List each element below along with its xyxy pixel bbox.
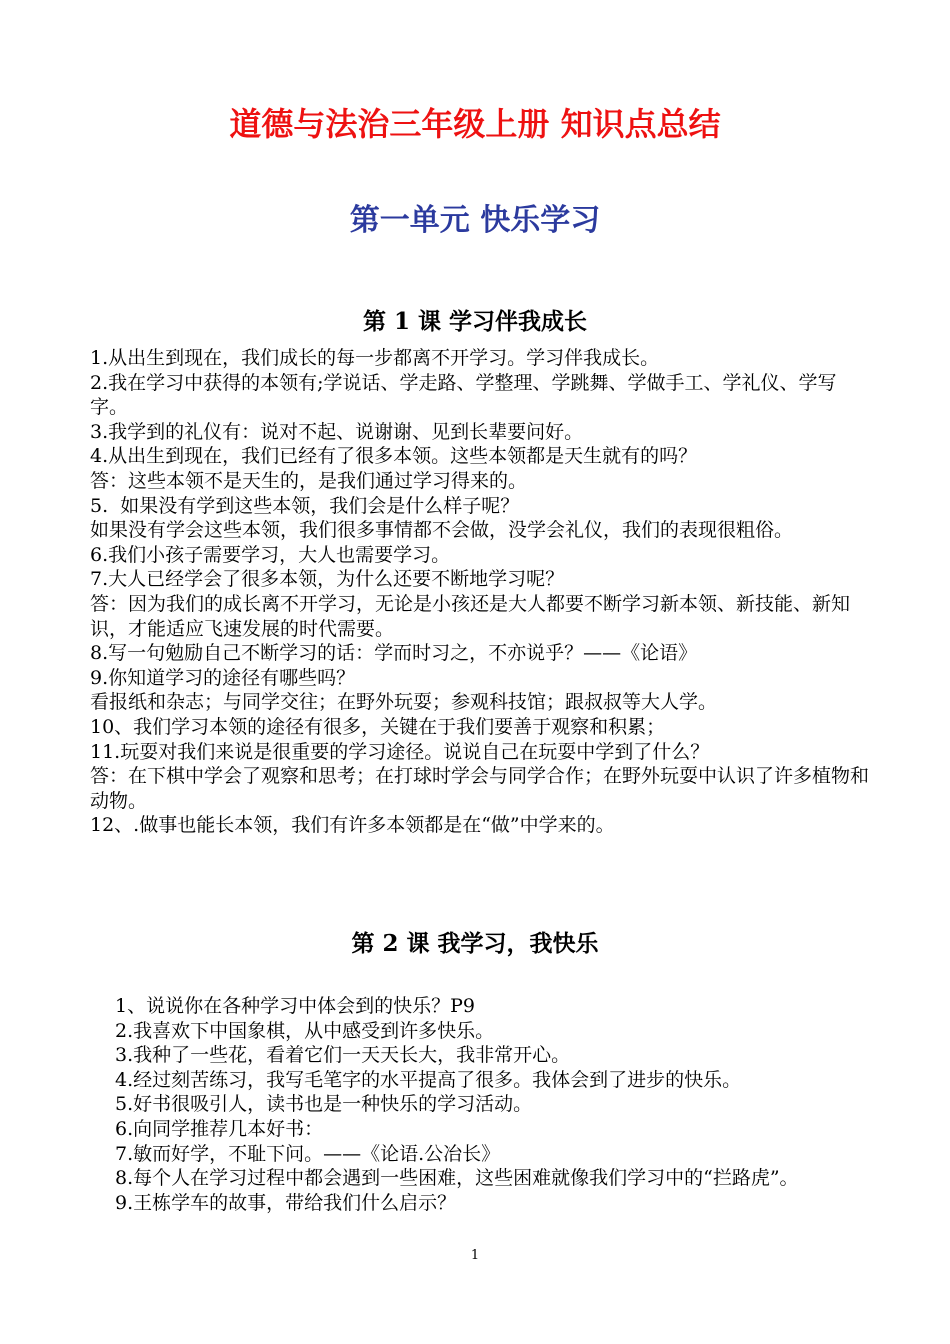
- lesson-2-content: [90, 994, 870, 1215]
- lesson-2-line: 3.我种了一些花，看着它们一天天长大，我非常开心。: [115, 1044, 571, 1067]
- lesson-1-line: 2.我在学习中获得的本领有;学说话、学走路、学整理、学跳舞、学做手工、学礼仪、学写字。: [90, 371, 837, 419]
- lesson-2-line: 7.敏而好学，不耻下问。——《论语.公冶长》: [115, 1142, 501, 1165]
- lesson-2-line: 9.王栋学车的故事，带给我们什么启示？: [115, 1191, 457, 1214]
- page-number: 1: [470, 1248, 480, 1263]
- lesson-1-line: 5. 如果没有学到这些本领，我们会是什么样子呢？: [90, 494, 520, 517]
- lesson-1-line: 7.大人已经学会了很多本领，为什么还要不断地学习呢？: [90, 568, 565, 591]
- lesson-1-line: 答：在下棋中学会了观察和思考；在打球时学会与同学合作；在野外玩耍中认识了许多植物和动物。: [90, 765, 870, 812]
- lesson-2-line: 4.经过刻苦练习，我写毛笔字的水平提高了很多。我体会到了进步的快乐。: [115, 1068, 742, 1091]
- lesson-2-title: 第 2 课 我学习，我快乐: [351, 930, 599, 957]
- lesson-2-line: 1、说说你在各种学习中体会到的快乐？P9: [115, 995, 475, 1017]
- lesson-1-line: 1.从出生到现在，我们成长的每一步都离不开学习。学习伴我成长。: [90, 347, 660, 369]
- lesson-1-line: 答：这些本领不是天生的，是我们通过学习得来的。: [90, 469, 528, 492]
- lesson-1-line: 6.我们小孩子需要学习，大人也需要学习。: [90, 543, 451, 566]
- lesson-1-line: 10、我们学习本领的途径有很多，关键在于我们要善于观察和积累；: [90, 715, 666, 738]
- lesson-2-line: 5.好书很吸引人，读书也是一种快乐的学习活动。: [115, 1093, 533, 1116]
- lesson-1-content: [90, 346, 870, 838]
- lesson-1-line: 看报纸和杂志；与同学交往；在野外玩耍；参观科技馆；跟叔叔等大人学。: [90, 691, 718, 714]
- lesson-1-line: 3.我学到的礼仪有：说对不起、说谢谢、见到长辈要问好。: [90, 420, 584, 443]
- lesson-1-line: 8.写一句勉励自己不断学习的话：学而时习之，不亦说乎？——《论语》: [90, 642, 698, 665]
- lesson-1-line: 4.从出生到现在，我们已经有了很多本领。这些本领都是天生就有的吗？: [90, 445, 698, 468]
- lesson-1-line: 答：因为我们的成长离不开学习，无论是小孩还是大人都要不断学习新本领、新技能、新知识，才能适应飞速发展的时代需要。: [90, 592, 851, 640]
- lesson-2-line: 8.每个人在学习过程中都会遇到一些困难，这些困难就像我们学习中的“拦路虎”。: [115, 1167, 799, 1190]
- lesson-2-line: 2.我喜欢下中国象棋，从中感受到许多快乐。: [115, 1019, 495, 1042]
- lesson-1-line: 如果没有学会这些本领，我们很多事情都不会做，没学会礼仪，我们的表现很粗俗。: [90, 519, 794, 542]
- lesson-1-line: 9.你知道学习的途径有哪些吗？: [90, 666, 356, 689]
- lesson-1-title: 第 1 课 学习伴我成长: [362, 308, 588, 335]
- unit-title: 第一单元 快乐学习: [349, 203, 601, 238]
- lesson-2-line: 6.向同学推荐几本好书：: [115, 1117, 324, 1140]
- document-title: 道德与法治三年级上册 知识点总结: [229, 105, 721, 143]
- lesson-1-line: 12、.做事也能长本领，我们有许多本领都是在“做”中学来的。: [90, 814, 615, 837]
- lesson-1-line: 11.玩耍对我们来说是很重要的学习途径。说说自己在玩耍中学到了什么？: [90, 740, 710, 763]
